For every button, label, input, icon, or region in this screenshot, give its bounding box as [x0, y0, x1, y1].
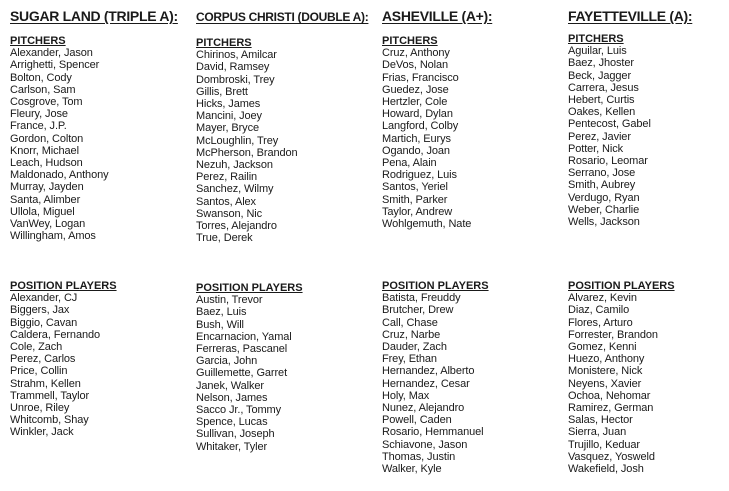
- player-name: Carlson, Sam: [10, 83, 76, 96]
- player-name: Wakefield, Josh: [568, 463, 644, 476]
- player-name: Hernandez, Alberto: [382, 365, 475, 378]
- pitchers-heading: PITCHERS: [382, 35, 438, 47]
- player-name: Ochoa, Nehomar: [568, 389, 651, 402]
- player-name: Alexander, CJ: [10, 292, 78, 305]
- position-players-heading: POSITION PLAYERS: [568, 280, 675, 292]
- player-name: Ferreras, Pascanel: [196, 343, 288, 356]
- player-name: Baez, Luis: [196, 306, 247, 319]
- player-name: Forrester, Brandon: [568, 328, 658, 341]
- player-name: DeVos, Nolan: [382, 59, 449, 72]
- player-name: Guedez, Jose: [382, 83, 449, 96]
- player-name: Salas, Hector: [568, 414, 633, 427]
- player-name: Perez, Carlos: [10, 353, 76, 366]
- player-name: Murray, Jayden: [10, 181, 84, 194]
- player-name: Strahm, Kellen: [10, 377, 81, 390]
- player-name: Trammell, Taylor: [10, 389, 90, 402]
- player-name: Guillemette, Garret: [196, 367, 288, 380]
- player-name: Chirinos, Amilcar: [196, 49, 277, 62]
- position-players-list: [10, 292, 117, 438]
- player-name: Thomas, Justin: [382, 450, 456, 463]
- player-name: Caldera, Fernando: [10, 328, 101, 341]
- player-name: Unroe, Riley: [10, 402, 70, 415]
- player-name: Perez, Javier: [568, 130, 631, 143]
- player-name: Trujillo, Keduar: [568, 438, 640, 451]
- player-name: Dombroski, Trey: [196, 73, 275, 86]
- player-name: Nunez, Alejandro: [382, 402, 465, 415]
- player-name: Bolton, Cody: [10, 71, 72, 84]
- player-name: Ullola, Miguel: [10, 205, 75, 218]
- player-name: Call, Chase: [382, 316, 438, 329]
- player-name: Frias, Francisco: [382, 71, 459, 84]
- player-name: Gordon, Colton: [10, 132, 84, 145]
- player-name: Sullivan, Joseph: [196, 428, 275, 441]
- player-name: Aguilar, Luis: [568, 45, 627, 58]
- player-name: Gomez, Kenni: [568, 341, 637, 354]
- player-name: Maldonado, Anthony: [10, 169, 109, 182]
- player-name: Taylor, Andrew: [382, 205, 453, 218]
- player-name: Powell, Caden: [382, 414, 452, 427]
- player-name: Sierra, Juan: [568, 426, 627, 439]
- player-name: Wells, Jackson: [568, 216, 640, 229]
- pitchers-list: [196, 49, 298, 244]
- player-name: Ogando, Joan: [382, 144, 450, 157]
- player-name: Rosario, Hemmanuel: [382, 426, 484, 439]
- pitchers-list: [568, 45, 651, 228]
- position-players-section: [196, 282, 303, 453]
- player-name: Pena, Alain: [382, 157, 437, 170]
- player-name: Ramirez, German: [568, 402, 654, 415]
- player-name: Smith, Aubrey: [568, 179, 636, 192]
- player-name: Nelson, James: [196, 391, 268, 404]
- player-name: Alexander, Jason: [10, 47, 93, 60]
- player-name: Alvarez, Kevin: [568, 292, 637, 305]
- player-name: Smith, Parker: [382, 193, 448, 206]
- player-name: Carrera, Jesus: [568, 81, 639, 94]
- pitchers-list: [10, 47, 109, 242]
- player-name: Swanson, Nic: [196, 207, 263, 220]
- position-players-section: [382, 280, 489, 475]
- player-name: Janek, Walker: [196, 379, 264, 392]
- player-name: VanWey, Logan: [10, 218, 86, 231]
- position-players-section: [568, 280, 675, 475]
- player-name: Neyens, Xavier: [568, 377, 642, 390]
- team-title: SUGAR LAND (TRIPLE A):: [10, 8, 178, 24]
- player-name: Hebert, Curtis: [568, 94, 635, 107]
- player-name: Whitcomb, Shay: [10, 414, 89, 427]
- player-name: Langford, Colby: [382, 120, 459, 133]
- position-players-heading: POSITION PLAYERS: [382, 280, 489, 292]
- position-players-list: [568, 292, 675, 475]
- player-name: Huezo, Anthony: [568, 353, 645, 366]
- player-name: Schiavone, Jason: [382, 438, 468, 451]
- pitchers-heading: PITCHERS: [196, 37, 252, 49]
- player-name: Rosario, Leomar: [568, 155, 648, 168]
- player-name: Hicks, James: [196, 98, 261, 111]
- player-name: Garcia, John: [196, 355, 258, 368]
- pitchers-section: [10, 35, 109, 242]
- player-name: Mayer, Bryce: [196, 122, 259, 135]
- player-name: Gillis, Brett: [196, 85, 248, 98]
- position-players-heading: POSITION PLAYERS: [10, 280, 117, 292]
- player-name: Cruz, Narbe: [382, 328, 441, 341]
- player-name: Oakes, Kellen: [568, 106, 636, 119]
- player-name: True, Derek: [196, 232, 253, 245]
- player-name: Verdugo, Ryan: [568, 191, 640, 204]
- player-name: McLoughlin, Trey: [196, 134, 279, 147]
- player-name: Price, Collin: [10, 365, 68, 378]
- position-players-list: [196, 294, 303, 453]
- player-name: Mancini, Joey: [196, 110, 262, 123]
- player-name: Knorr, Michael: [10, 144, 79, 157]
- player-name: Dauder, Zach: [382, 341, 447, 354]
- player-name: Perez, Railin: [196, 171, 258, 184]
- pitchers-list: [382, 47, 471, 230]
- player-name: Austin, Trevor: [196, 294, 263, 307]
- player-name: Brutcher, Drew: [382, 304, 454, 317]
- team-title: CORPUS CHRISTI (DOUBLE A):: [196, 10, 369, 24]
- player-name: France, J.P.: [10, 120, 67, 133]
- player-name: Cole, Zach: [10, 341, 63, 354]
- player-name: Holy, Max: [382, 389, 430, 402]
- pitchers-section: [196, 37, 298, 244]
- player-name: Howard, Dylan: [382, 108, 453, 121]
- player-name: Santos, Alex: [196, 195, 256, 208]
- player-name: Fleury, Jose: [10, 108, 68, 121]
- player-name: Biggio, Cavan: [10, 316, 78, 329]
- player-name: Bush, Will: [196, 318, 244, 331]
- player-name: Frey, Ethan: [382, 353, 437, 366]
- player-name: Serrano, Jose: [568, 167, 636, 180]
- player-name: Batista, Freuddy: [382, 292, 461, 305]
- player-name: Monistere, Nick: [568, 365, 643, 378]
- player-name: Weber, Charlie: [568, 203, 640, 216]
- player-name: Torres, Alejandro: [196, 220, 277, 233]
- player-name: Hernandez, Cesar: [382, 377, 470, 390]
- player-name: Hertzler, Cole: [382, 96, 448, 109]
- player-name: Cruz, Anthony: [382, 47, 450, 60]
- pitchers-heading: PITCHERS: [10, 35, 66, 47]
- player-name: Nezuh, Jackson: [196, 159, 273, 172]
- player-name: Rodriguez, Luis: [382, 169, 457, 182]
- player-name: Willingham, Amos: [10, 230, 96, 243]
- pitchers-section: [382, 35, 471, 230]
- player-name: McPherson, Brandon: [196, 146, 298, 159]
- player-name: Biggers, Jax: [10, 304, 70, 317]
- position-players-list: [382, 292, 489, 475]
- player-name: Santa, Alimber: [10, 193, 81, 206]
- team-title: FAYETTEVILLE (A):: [568, 8, 693, 24]
- player-name: Winkler, Jack: [10, 426, 74, 439]
- position-players-heading: POSITION PLAYERS: [196, 282, 303, 294]
- player-name: Potter, Nick: [568, 142, 624, 155]
- player-name: Pentecost, Gabel: [568, 118, 651, 131]
- player-name: Whitaker, Tyler: [196, 440, 268, 453]
- player-name: Arrighetti, Spencer: [10, 59, 100, 72]
- position-players-section: [10, 280, 117, 439]
- player-name: Walker, Kyle: [382, 463, 442, 476]
- pitchers-section: [568, 33, 651, 228]
- player-name: Encarnacion, Yamal: [196, 330, 292, 343]
- player-name: Cosgrove, Tom: [10, 96, 83, 109]
- player-name: Sanchez, Wilmy: [196, 183, 274, 196]
- pitchers-heading: PITCHERS: [568, 33, 624, 45]
- player-name: Wohlgemuth, Nate: [382, 218, 472, 231]
- player-name: Sacco Jr., Tommy: [196, 404, 281, 417]
- player-name: Vasquez, Yosweld: [568, 450, 655, 463]
- player-name: Baez, Jhoster: [568, 57, 634, 70]
- player-name: Santos, Yeriel: [382, 181, 448, 194]
- player-name: Flores, Arturo: [568, 316, 633, 329]
- player-name: David, Ramsey: [196, 61, 270, 74]
- team-title: ASHEVILLE (A+):: [382, 8, 493, 24]
- player-name: Beck, Jagger: [568, 69, 632, 82]
- player-name: Leach, Hudson: [10, 157, 83, 170]
- player-name: Martich, Eurys: [382, 132, 451, 145]
- player-name: Spence, Lucas: [196, 416, 268, 429]
- player-name: Diaz, Camilo: [568, 304, 630, 317]
